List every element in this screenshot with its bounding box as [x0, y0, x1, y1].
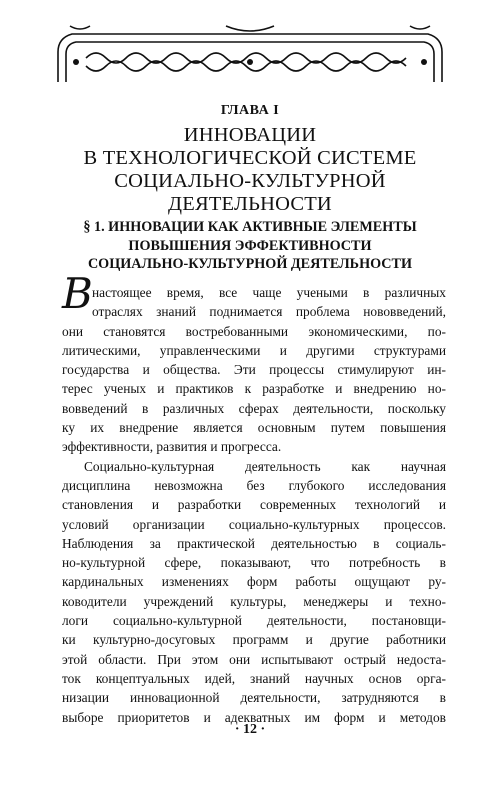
chapter-title — [0, 124, 500, 216]
text-line: дисциплина невозможна без глубокого исследования — [62, 477, 446, 493]
text-line: становления и разработки современных технологий и — [62, 497, 446, 513]
text-line: ку их внедрение является основным путем повышения — [62, 420, 446, 436]
text-line: отраслях знаний поднимается проблема нововведений, — [92, 304, 446, 320]
text-line: условий организации социально-культурных процессов. — [62, 516, 446, 532]
text-line: государства и общества. Эти процессы стимулируют ин- — [62, 362, 446, 378]
chapter-title-line: ДЕЯТЕЛЬНОСТИ — [168, 193, 332, 215]
chapter-title-line: ИННОВАЦИИ — [183, 124, 317, 146]
section-heading-line: § 1. ИННОВАЦИИ КАК АКТИВНЫЕ ЭЛЕМЕНТЫ — [83, 219, 417, 235]
drop-cap: В — [62, 269, 93, 318]
body-text — [62, 269, 446, 727]
text-line: ководители учреждений культуры, менеджеры и техно- — [62, 593, 446, 609]
text-line: выборе приоритетов и адекватных им форм и методов — [62, 709, 446, 725]
text-line: низации инновационной деятельности, затрудняются в — [62, 690, 446, 706]
text-line: эффективности, развития и прогресса. — [62, 439, 282, 455]
text-line: Социально-культурная деятельность как научная — [84, 458, 446, 474]
text-line: но-культурной сфере, показывают, что потребность в — [62, 555, 446, 571]
section-heading-line: СОЦИАЛЬНО-КУЛЬТУРНОЙ ДЕЯТЕЛЬНОСТИ — [87, 256, 413, 272]
chapter-title-line: СОЦИАЛЬНО-КУЛЬТУРНОЙ — [114, 170, 386, 192]
text-line: Наблюдения за практической деятельностью в социаль- — [62, 535, 446, 551]
chapter-title-line: В ТЕХНОЛОГИЧЕСКОЙ СИСТЕМЕ — [83, 147, 417, 169]
section-heading — [0, 218, 500, 274]
text-line: этой области. При этом они испытывают острый недоста- — [62, 651, 446, 667]
chapter-heading: ГЛАВА I — [220, 103, 280, 118]
text-line: ток концептуальных идей, знаний научных основ орга- — [62, 670, 446, 686]
text-line: кардинальных изменениях форм работы ощущают ру- — [62, 574, 446, 590]
page-number: · 12 · — [234, 722, 266, 737]
text-line: логи социально-культурной деятельности, постановщи- — [62, 613, 446, 629]
text-line: настоящее время, все чаще учеными в различных — [92, 285, 446, 300]
text-line: вовведений в различных сферах деятельности, поскольку — [62, 400, 446, 416]
text-line: литическими, управленческими и другими структурами — [62, 342, 446, 358]
text-line: терес ученых и практиков к разработке и внедрению но- — [62, 381, 446, 397]
section-heading-line: ПОВЫШЕНИЯ ЭФФЕКТИВНОСТИ — [128, 237, 372, 254]
text-line: ки культурно-досуговых программ и другие работники — [62, 632, 446, 648]
text-line: они становятся востребованными экономическими, по- — [62, 323, 446, 339]
decorative-header-ornament — [56, 22, 444, 84]
